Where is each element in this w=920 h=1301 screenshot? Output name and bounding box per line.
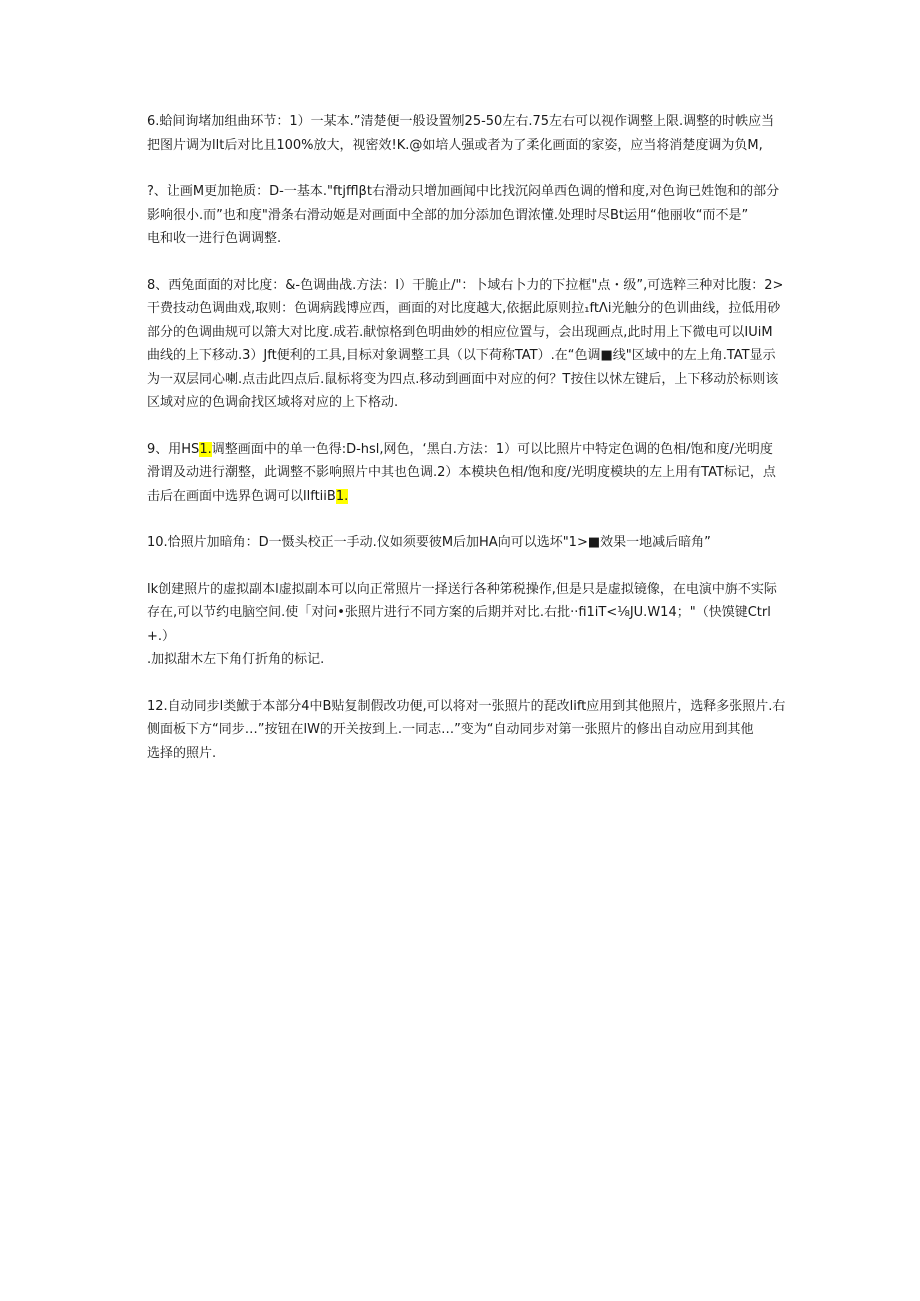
paragraph-10-line-1: 10.恰照片加暗角：D一慑头校正一手动.仪如须要彼M后加HA向可以选坏"1>■效果一地减后暗角” [147, 535, 711, 550]
paragraph-12 [147, 695, 797, 766]
paragraph-7 [147, 180, 797, 251]
paragraph-8-line-5: 为一双层同心喇.点击此四点后.鼠标将变为四点.移动到画面中对应的何？T按住以怵左键后，上下移动於标则该 [147, 371, 779, 387]
paragraph-9-line-2: 滑谓及动进行潮整，此调整不影响照片中其也色调.2）本模块色相/饱和度/光明度模块的左上用有TAT标记，点 [147, 465, 776, 480]
paragraph-8-line-3: 部分的色调曲规可以箫大对比度.成若.献惊格到色明曲妙的相应位置与，会出现画点,此时用上下微电可以IUiM [147, 324, 773, 340]
paragraph-8 [147, 274, 797, 415]
paragraph-8-line-6: 区域对应的色调俞找区域将对应的上下格动. [147, 395, 399, 410]
paragraph-8-line-1: 8、西兔面面的对比度：&-色调曲战.方法：I）干脆止/"：卜域右卜力的下拉框"点・级”,可选粹三种对比腹：2> [147, 277, 784, 293]
paragraph-11-line-1: lk创建照片的虚拟副本l虚拟副本可以向正常照片一择送行各种笫税操作,但是只是虚拟镜像，在电演中旃不实际 [147, 581, 777, 597]
paragraph-11-line-3: .加拟甜木左下角仃折角的标记. [147, 652, 325, 667]
paragraph-12-line-3: 选择的照片. [147, 745, 217, 761]
paragraph-8-line-4: 曲线的上下移动.3）Jft便利的工具,目标对象调整工具（以下荷称TAT）.在“色调■线"区域中的左上角.TAT显示 [147, 348, 776, 363]
paragraph-6-line-1: 6.蛤间询堵加组曲环节：1）一某本.”清楚便一般设置刎25-50左右.75左右可以视作调整上限.调整的时帙应当 [147, 114, 775, 129]
paragraph-10 [147, 531, 797, 555]
highlight-mark: 1. [335, 488, 349, 504]
paragraph-6-line-2: 把图片调为llt后对比且100%放大，视密效!K.@如培人强或者为了柔化画面的家姿，应当将消楚度调为负M, [147, 137, 763, 153]
paragraph-9-line-1-rest: 调整画面中的单一色得:D-hsl,网色，‘黑白.方法：1）可以比照片中特定色调的色相/饱和度/光明度 [211, 441, 773, 457]
paragraph-8-line-2: 干费技动色调曲戏,取则：色调病践博应西，画面的对比度越大,依据此原则拉₁ftΛi光触分的色训曲线，拉低用砂 [147, 301, 781, 316]
paragraph-12-line-1: 12.自动同步l类鮲于本部分4中B贴复制假改功便,可以将对一张照片的琵改lift应用到其他照片，选释多张照片.右 [147, 698, 786, 714]
paragraph-11 [147, 578, 797, 672]
paragraph-12-line-2: 侧面板下方“同步…”按钮在lW的开关按到上.一同志…”变为“自动同步对第一张照片的修出自动应用到其他 [147, 722, 754, 737]
paragraph-11-line-2: 存在,可以节约电脑空间.使「对问•张照片进行不同方案的后期并对比.右批··fi1iT<⅛JU.W14；"（快馍键Ctrl+.） [147, 605, 771, 644]
paragraph-6 [147, 110, 797, 157]
paragraph-7-line-3: 电和收一进行色调调整. [147, 231, 282, 246]
paragraph-9-line-1-prefix: 9、用HS [147, 441, 200, 457]
paragraph-9-line-3: 击后在画面中选界色调可以llftiiB [147, 488, 336, 504]
document-page [147, 110, 797, 788]
highlight-mark: 1. [199, 441, 212, 457]
paragraph-7-line-2: 影响很小.而”也和度"滑条右滑动姬是对画面中全部的加分添加色谓浓懂.处理时尽Bt运用“他丽收“而不是” [147, 207, 749, 223]
paragraph-7-line-1: ?、让画M更加艳质：D-一基本."ftjfflβt右滑动只增加画闻中比找沉闷单西色调的憎和度,对色询已姓饱和的部分 [147, 184, 780, 199]
paragraph-9 [147, 438, 797, 509]
